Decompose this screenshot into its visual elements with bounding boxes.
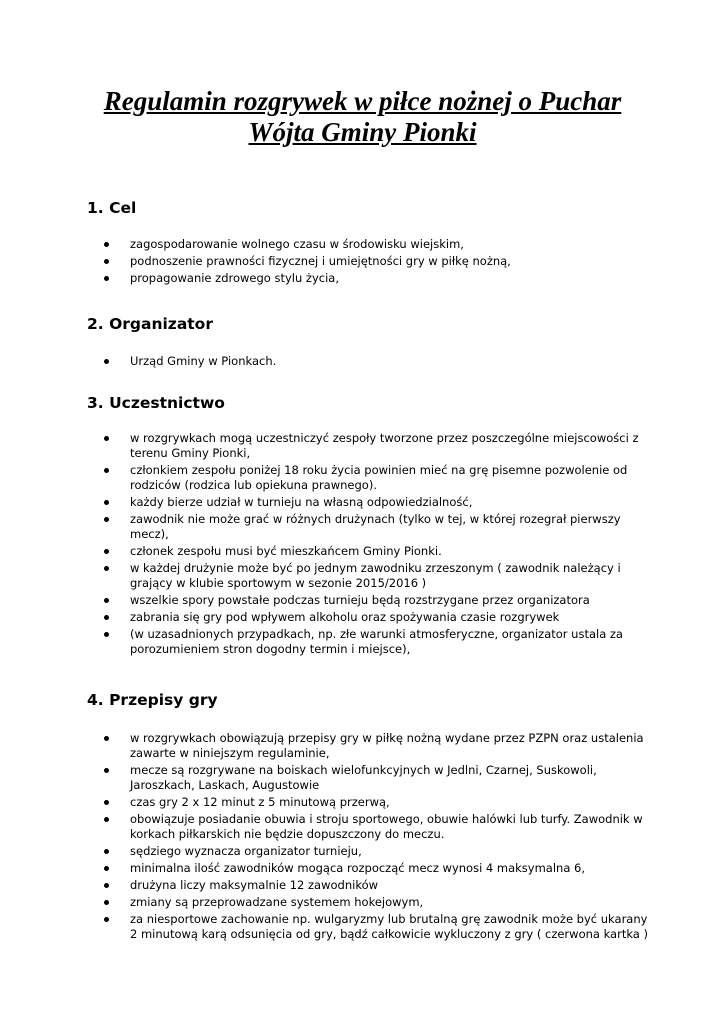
bullet-icon	[104, 359, 109, 364]
list-item: Urząd Gminy w Pionkach.	[0, 354, 650, 369]
bullet-icon	[104, 917, 109, 922]
list-item: propagowanie zdrowego stylu życia,	[0, 271, 650, 286]
list-item: za niesportowe zachowanie np. wulgaryzmy lub brutalną grę zawodnik może być ukarany 2 minutową karą odsunięcia od gry, bądź całkowicie wykluczony z gry ( czerwona kartka )	[0, 912, 650, 942]
section-heading-organizator: 2. Organizator	[87, 315, 213, 333]
bullet-icon	[104, 632, 109, 637]
list-item: w każdej drużynie może być po jednym zawodniku zrzeszonym ( zawodnik należący i grający w klubie sportowym w sezonie 2015/2016 )	[0, 561, 650, 591]
bullet-icon	[104, 500, 109, 505]
bullet-icon	[104, 866, 109, 871]
bullet-icon	[104, 259, 109, 264]
list-item: zawodnik nie może grać w różnych drużynach (tylko w tej, w której rozegrał pierwszy mecz),	[0, 512, 650, 542]
list-item: zabrania się gry pod wpływem alkoholu oraz spożywania czasie rozgrywek	[0, 610, 650, 625]
list-item: obowiązuje posiadanie obuwia i stroju sportowego, obuwie halówki lub turfy. Zawodnik w korkach piłkarskich nie będzie dopuszczony do meczu.	[0, 812, 650, 842]
list-item: zagospodarowanie wolnego czasu w środowisku wiejskim,	[0, 237, 650, 252]
bullet-icon	[104, 242, 109, 247]
bullet-icon	[104, 736, 109, 741]
list-item: w rozgrywkach obowiązują przepisy gry w piłkę nożną wydane przez PZPN oraz ustalenia zawarte w niniejszym regulaminie,	[0, 731, 650, 761]
bullet-icon	[104, 276, 109, 281]
list-item: członek zespołu musi być mieszkańcem Gminy Pionki.	[0, 544, 650, 559]
bullet-icon	[104, 566, 109, 571]
bullet-icon	[104, 849, 109, 854]
list-item: w rozgrywkach mogą uczestniczyć zespoły tworzone przez poszczególne miejscowości z terenu Gminy Pionki,	[0, 431, 650, 461]
section-list-cel	[0, 237, 725, 288]
section-heading-cel: 1. Cel	[87, 199, 137, 217]
section-heading-uczestnictwo: 3. Uczestnictwo	[87, 394, 225, 412]
section-list-organizator	[0, 354, 725, 371]
list-item: podnoszenie prawności fizycznej i umiejętności gry w piłkę nożną,	[0, 254, 650, 269]
section-list-przepisy-gry	[0, 731, 725, 944]
title-line-1: Regulamin rozgrywek w piłce nożnej o Puchar	[103, 86, 622, 116]
bullet-icon	[104, 598, 109, 603]
list-item: zmiany są przeprowadzane systemem hokejowym,	[0, 895, 650, 910]
list-item: minimalna ilość zawodników mogąca rozpocząć mecz wynosi 4 maksymalna 6,	[0, 861, 650, 876]
list-item: czas gry 2 x 12 minut z 5 minutową przerwą,	[0, 795, 650, 810]
list-item: mecze są rozgrywane na boiskach wielofunkcyjnych w Jedlni, Czarnej, Suskowoli, Jaroszkach, Laskach, Augustowie	[0, 763, 650, 793]
list-item: sędziego wyznacza organizator turnieju,	[0, 844, 650, 859]
title-line-2: Wójta Gminy Pionki	[248, 117, 477, 147]
bullet-icon	[104, 468, 109, 473]
bullet-icon	[104, 517, 109, 522]
bullet-icon	[104, 900, 109, 905]
bullet-icon	[104, 436, 109, 441]
section-list-uczestnictwo	[0, 431, 725, 659]
bullet-icon	[104, 615, 109, 620]
bullet-icon	[104, 800, 109, 805]
document-title	[60, 86, 665, 148]
list-item: członkiem zespołu poniżej 18 roku życia powinien mieć na grę pisemne pozwolenie od rodziców (rodzica lub opiekuna prawnego).	[0, 463, 650, 493]
bullet-icon	[104, 549, 109, 554]
section-heading-przepisy-gry: 4. Przepisy gry	[87, 691, 218, 709]
bullet-icon	[104, 768, 109, 773]
list-item: (w uzasadnionych przypadkach, np. złe warunki atmosferyczne, organizator ustala za porozumieniem stron dogodny termin i miejsce),	[0, 627, 650, 657]
bullet-icon	[104, 817, 109, 822]
bullet-icon	[104, 883, 109, 888]
list-item: drużyna liczy maksymalnie 12 zawodników	[0, 878, 650, 893]
list-item: wszelkie spory powstałe podczas turnieju będą rozstrzygane przez organizatora	[0, 593, 650, 608]
list-item: każdy bierze udział w turnieju na własną odpowiedzialność,	[0, 495, 650, 510]
